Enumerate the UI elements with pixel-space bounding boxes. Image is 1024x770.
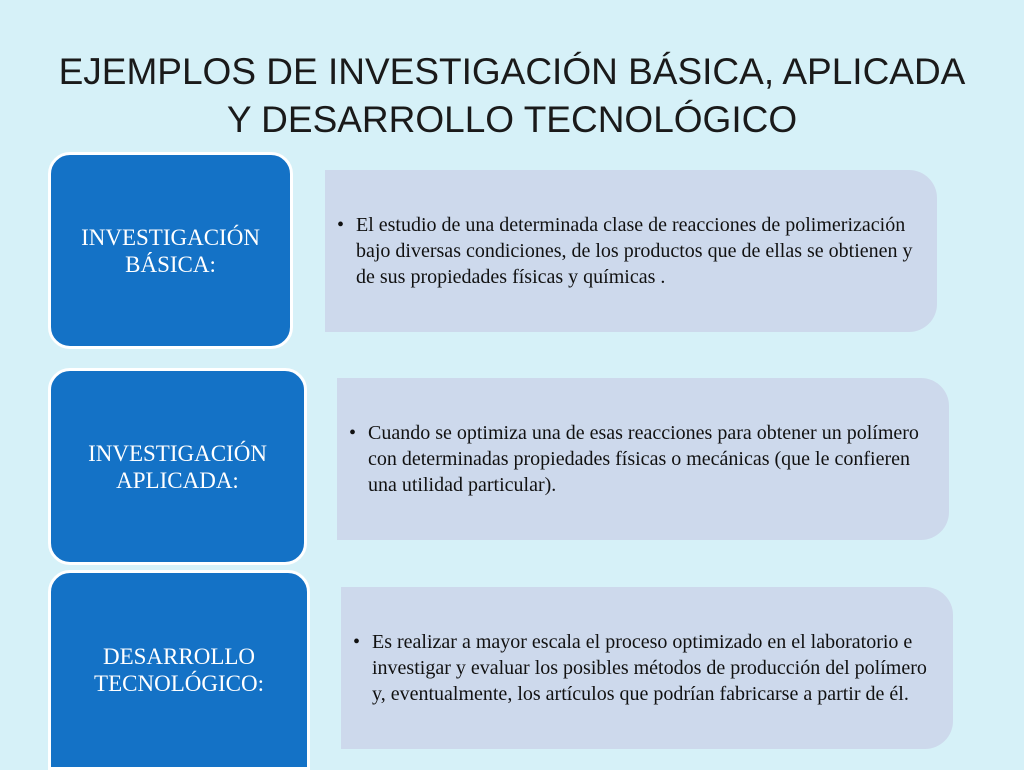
label-box-aplicada [48,368,307,565]
label-text-desarrollo: DESARROLLO TECNOLÓGICO: [94,644,264,696]
content-box-basica [325,170,937,332]
label-text-basica: INVESTIGACIÓN BÁSICA: [81,224,260,277]
bullet-text-aplicada: Cuando se optimiza una de esas reacciones para obtener un polímero con determinadas propiedades físicas o mecánicas (que le confieren una utilidad particular). [368,422,919,496]
label-box-basica [48,152,293,349]
bullet-item-aplicada [349,420,927,498]
label-box-desarrollo [48,570,310,770]
bullet-item-desarrollo [353,629,931,707]
bullet-icon: • [353,631,361,653]
title-line-1: EJEMPLOS DE INVESTIGACIÓN BÁSICA, APLICADA [58,51,966,92]
bullet-item-basica [337,212,915,290]
bullet-list-basica [337,212,915,290]
title-line-2: Y DESARROLLO TECNOLÓGICO [226,99,798,140]
content-box-desarrollo [341,587,953,749]
bullet-icon: • [337,214,345,236]
bullet-icon: • [349,422,357,444]
label-text-aplicada: INVESTIGACIÓN APLICADA: [88,440,267,493]
bullet-list-desarrollo [353,629,931,707]
bullet-list-aplicada [349,420,927,498]
content-box-aplicada [337,378,949,540]
bullet-text-basica: El estudio de una determinada clase de reacciones de polimerización bajo diversas condiciones, de los productos que de ellas se obtienen y de sus propiedades físicas y químicas . [356,214,913,288]
bullet-text-desarrollo: Es realizar a mayor escala el proceso optimizado en el laboratorio e investigar y evaluar los posibles métodos de producción del polímero y, eventualmente, los artículos que podrían fabricarse a partir de él. [372,631,927,705]
slide-title [30,48,994,144]
